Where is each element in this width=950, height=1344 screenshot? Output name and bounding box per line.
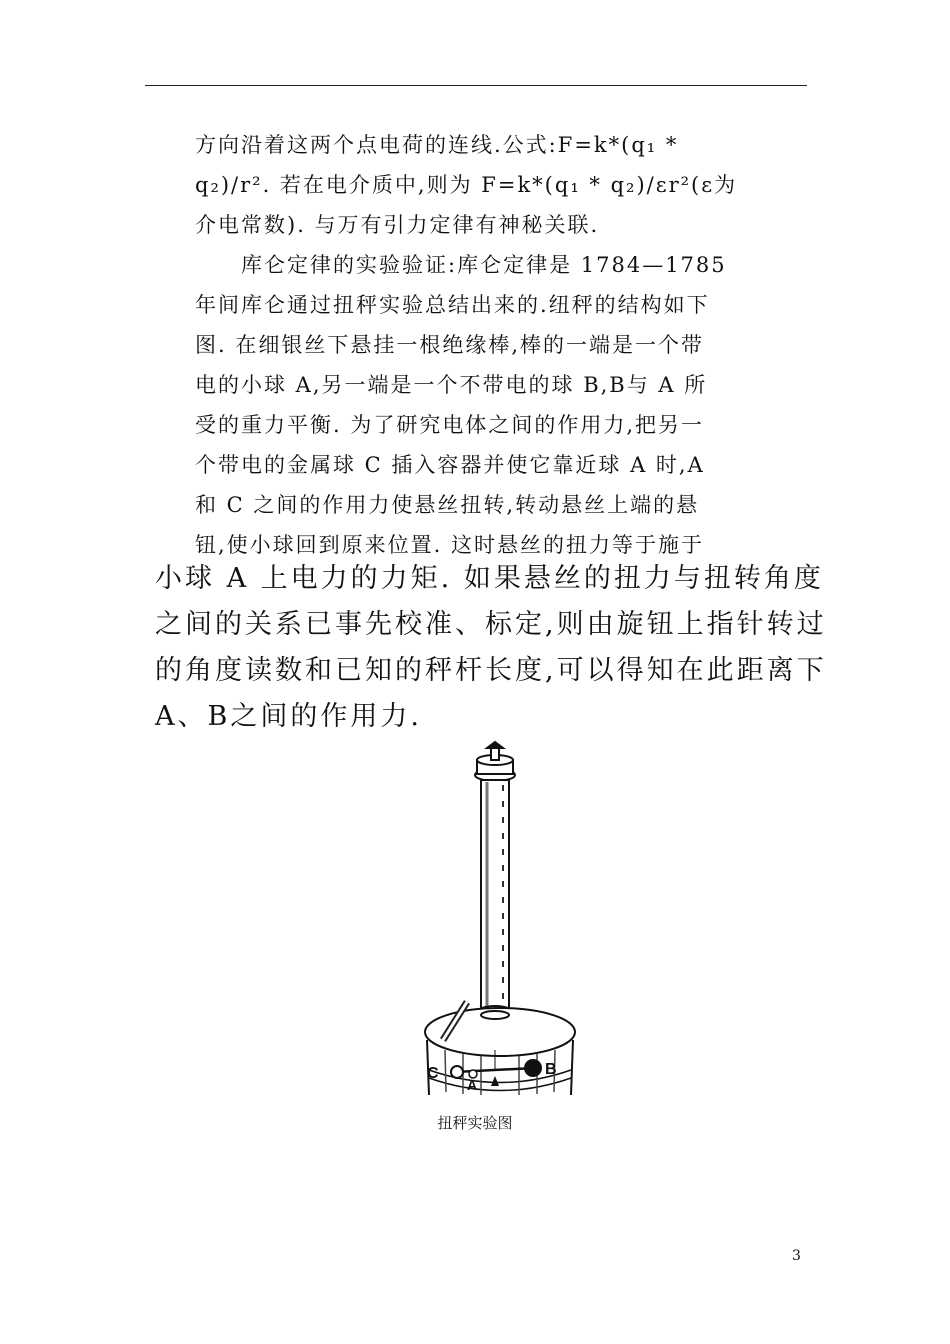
body-text-large xyxy=(155,556,827,740)
page-number: 3 xyxy=(792,1248,801,1264)
text-line: 之间的关系已事先校准、标定,则由旋钮上指针转过 xyxy=(155,609,827,640)
body-text-small xyxy=(195,125,755,565)
header-rule xyxy=(145,85,807,86)
text-line: 介电常数). 与万有引力定律有神秘关联. xyxy=(195,213,600,237)
text-line: 个带电的金属球 C 插入容器并使它靠近球 A 时,A xyxy=(195,453,705,477)
text-line: A、B之间的作用力. xyxy=(155,701,422,732)
text-line: 年间库仑通过扭秤实验总结出来的.纽秤的结构如下 xyxy=(195,293,710,317)
label-c: C xyxy=(427,1065,439,1082)
text-line: 和 C 之间的作用力使悬丝扭转,转动悬丝上端的悬 xyxy=(195,493,700,517)
text-line: 库仑定律的实验验证:库仑定律是 1784—1785 xyxy=(195,253,727,277)
text-line: 的角度读数和已知的秤杆长度,可以得知在此距离下 xyxy=(155,655,827,686)
torsion-balance-figure xyxy=(415,740,590,1095)
text-line: 图. 在细银丝下悬挂一根绝缘棒,棒的一端是一个带 xyxy=(195,333,705,357)
text-line: 电的小球 A,另一端是一个不带电的球 B,B与 A 所 xyxy=(195,373,708,397)
label-a: A xyxy=(467,1077,478,1093)
text-line: 方向沿着这两个点电荷的连线.公式:F=k*(q₁ * xyxy=(195,133,679,157)
label-b: B xyxy=(545,1061,557,1078)
figure-caption: 扭秤实验图 xyxy=(437,1114,513,1132)
text-line: 钮,使小球回到原来位置. 这时悬丝的扭力等于施于 xyxy=(195,533,705,557)
text-line: q₂)/r². 若在电介质中,则为 F=k*(q₁ * q₂)/εr²(ε为 xyxy=(195,173,738,197)
text-line: 小球 A 上电力的力矩. 如果悬丝的扭力与扭转角度 xyxy=(155,563,824,594)
text-line: 受的重力平衡. 为了研究电体之间的作用力,把另一 xyxy=(195,413,705,437)
